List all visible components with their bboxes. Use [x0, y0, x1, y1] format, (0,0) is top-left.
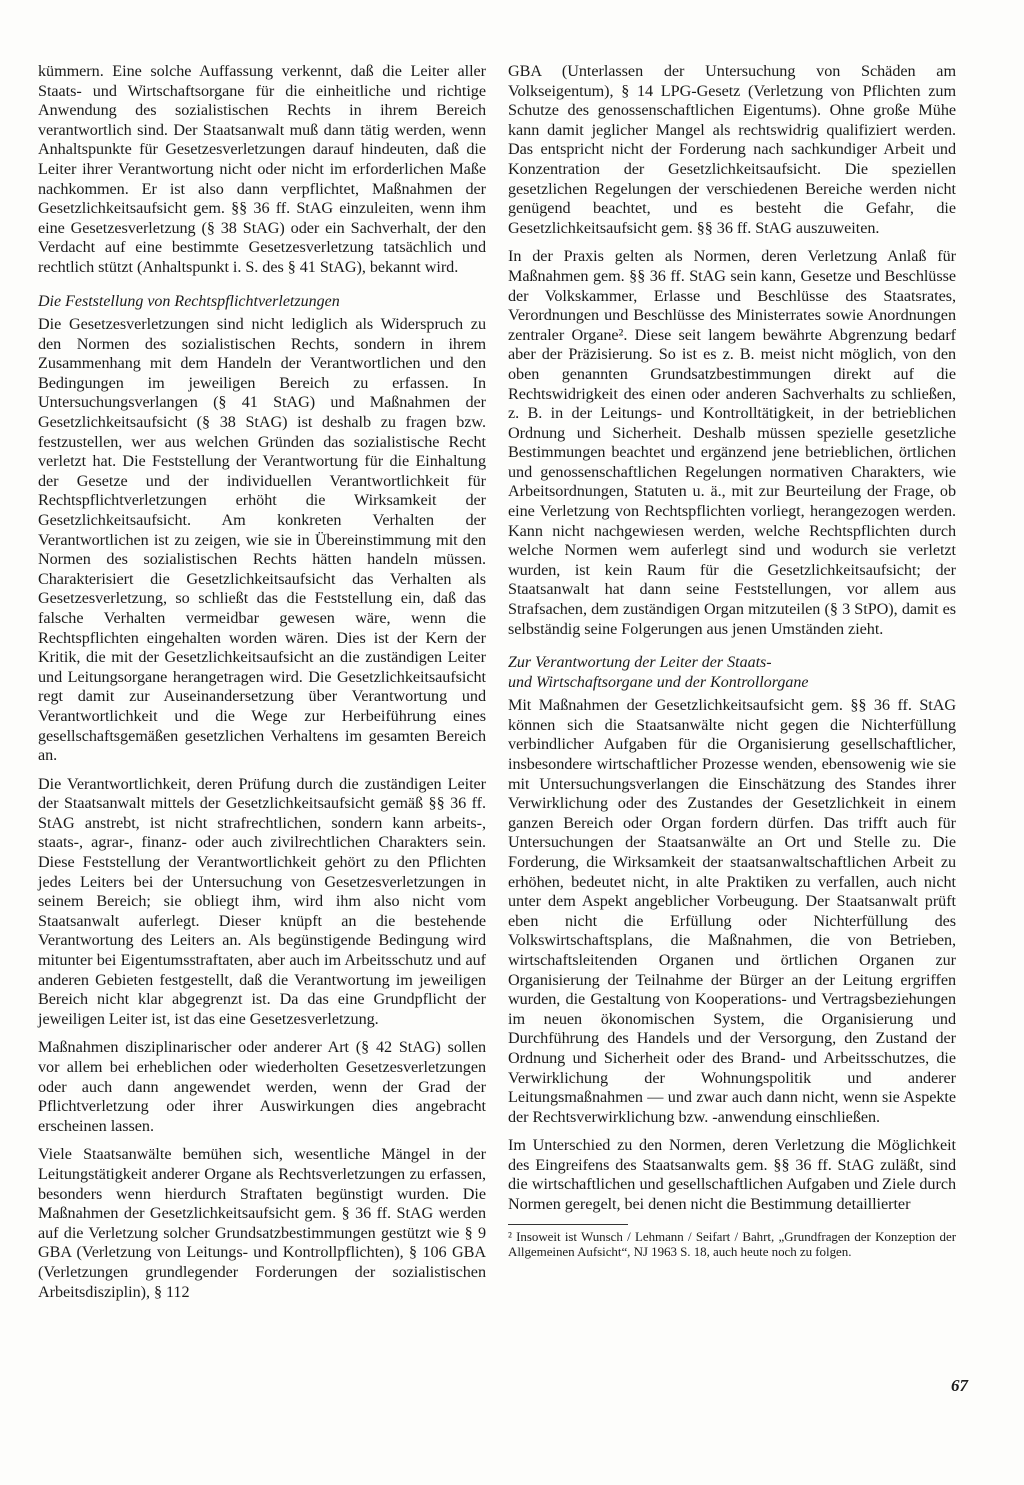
paragraph: GBA (Unterlassen der Untersuchung von Schäden am Volkseigentum), § 14 LPG-Gesetz (Verletzung von Pflichten zum Schutze des genossenschaftlichen Eigentums). Ohne große Mühe kann damit jeglicher Mangel als rechtswidrig qualifiziert werden. Das entspricht nicht der Forderung nach sachkundiger Arbeit und Konzentration der Gesetzlichkeitsaufsicht. Die speziellen gesetzlichen Regelungen der verschiedenen Bereiche werden nicht genügend beachtet, und es besteht die Gefahr, die Gesetzlichkeitsaufsicht gem. §§ 36 ff. StAG auszuweiten.: [508, 62, 956, 237]
section-heading-line: Zur Verantwortung der Leiter der Staats-: [508, 654, 772, 672]
footnote: ² Insoweit ist Wunsch / Lehmann / Seifart / Bahrt, „Grundfragen der Konzeption der Allgemeinen Aufsicht“, NJ 1963 S. 18, auch heute noch zu folgen.: [508, 1228, 956, 1260]
paragraph: Viele Staatsanwälte bemühen sich, wesentliche Mängel in der Leitungstätigkeit anderer Organe als Rechtsverletzungen zu erfassen, besonders wenn hierdurch Straftaten begünstigt wurden. Die Maßnahmen der Gesetzlichkeitsaufsicht gem. § 36 ff. StAG werden auf die Verletzung solcher Grundsatzbestimmungen gestützt wie § 9 GBA (Verletzung von Leitungs- und Kontrollpflichten), § 106 GBA (Verletzungen grundlegender Forderungen der sozialistischen Arbeitsdisziplin), § 112: [38, 1145, 486, 1301]
paragraph: Die Verantwortlichkeit, deren Prüfung durch die zuständigen Leiter der Staatsanwalt mittels der Gesetzlichkeitsaufsicht gemäß §§ 36 ff. StAG anstrebt, ist nicht strafrechtlichen, sondern kann arbeits-, staats-, agrar-, finanz- oder auch zivilrechtlichen Charakters sein. Diese Feststellung der Verantwortlichkeit gehört zu den Pflichten jedes Leiters bei der Untersuchung von Gesetzesverletzungen in seinem Bereich; sie obliegt ihm, wird ihm also nicht vom Staatsanwalt auferlegt. Dieser knüpft an die bestehende Verantwortung des Leiters an. Als begünstigende Bedingung wird mitunter bei Eigentumsstraftaten, aber auch im Arbeitsschutz und auf anderen Gebieten festgestellt, daß die Verantwortung im jeweiligen Bereich nicht klar abgegrenzt ist. Da das eine Grundpflicht der jeweiligen Leiter ist, ist das eine Gesetzesverletzung.: [38, 774, 486, 1028]
paragraph: Die Gesetzesverletzungen sind nicht lediglich als Widerspruch zu den Normen des sozialistischen Rechts, sondern in ihrem Zusammenhang mit dem Handeln der Verantwortlichen und den Bedingungen im jeweiligen Bereich zu erfassen. In Untersuchungsverlangen (§ 41 StAG) und Maßnahmen der Gesetzlichkeitsaufsicht (§ 38 StAG) ist deshalb zu fragen bzw. festzustellen, wer aus welchen Gründen das sozialistische Recht verletzt hat. Die Feststellung der Verantwortung für die Einhaltung der Gesetze und der individuellen Verantwortlichkeit für Rechtspflichtverletzungen erhöht die Wirksamkeit der Gesetzlichkeitsaufsicht. Am konkreten Verhalten der Verantwortlichen ist zu zeigen, wie sie in Übereinstimmung mit den Normen des sozialistischen Rechts hätten handeln müssen. Charakterisiert die Gesetzlichkeitsaufsicht das Verhalten als Gesetzesverletzung, so schließt das die Feststellung ein, daß das falsche Verhalten vermeidbar gewesen wäre, wenn die Rechtspflichten eingehalten worden wären. Dies ist der Kern der Kritik, die mit der Gesetzlichkeitsaufsicht an die zuständigen Leiter und Leitungsorgane herangetragen wird. Die Gesetzlichkeitsaufsicht regt damit zur Auseinandersetzung über Verantwortung und Verantwortlichkeit und die Wege zur Herbeiführung eines gesellschaftsgemäßen gesetzlichen Verhaltens im gesamten Bereich an.: [38, 315, 486, 765]
page-number: 67: [951, 1376, 968, 1395]
paragraph: In der Praxis gelten als Normen, deren Verletzung Anlaß für Maßnahmen gem. §§ 36 ff. StAG sein kann, Gesetze und Beschlüsse der Volkskammer, Erlasse und Beschlüsse des Staatsrates, Verordnungen und Beschlüsse des Ministerrates sowie Anordnungen zentraler Organe². Diese seit langem bewährte Abgrenzung bedarf aber der Präzisierung. So ist es z. B. meist nicht möglich, von den oben genannten Grundsatzbestimmungen direkt auf die Rechtswidrigkeit des einen oder anderen Sachverhalts zu schließen, z. B. in der Leitungs- und Kontrolltätigkeit, in der betrieblichen Ordnung und Sicherheit. Deshalb müssen spezielle gesetzliche Bestimmungen beachtet und ergänzend jene betrieblichen, örtlichen und genossenschaftlichen Regelungen normativen Charakters, wie Arbeitsordnungen, Statuten u. ä., mit zur Beurteilung der Frage, ob eine Verletzung von Rechtspflichten vorliegt, herangezogen werden. Kann nicht nachgewiesen werden, welche Rechtspflichten durch welche Normen wem auferlegt sind und wodurch sie verletzt wurden, ist kein Raum für die Gesetzlichkeitsaufsicht; der Staatsanwalt hat dann seine Feststellungen, vor allem aus Strafsachen, dem zuständigen Organ mitzuteilen (§ 3 StPO), damit es selbständig seine Folgerungen aus jenen Umständen zieht.: [508, 247, 956, 638]
left-column: [38, 62, 486, 1311]
section-heading-line: und Wirtschaftsorgane und der Kontrollorgane: [508, 673, 809, 691]
section-heading: Die Feststellung von Rechtspflichtverletzungen: [38, 292, 340, 310]
paragraph: kümmern. Eine solche Auffassung verkennt, daß die Leiter aller Staats- und Wirtschaftsorgane für die einheitliche und richtige Anwendung des sozialistischen Rechts in ihrem Bereich verantwortlich sind. Der Staatsanwalt muß dann tätig werden, wenn Anhaltspunkte für Gesetzesverletzungen darauf hindeuten, daß die Leiter ihrer Verantwortung nicht oder nicht im erforderlichen Maße nachkommen. Er ist also dann verpflichtet, Maßnahmen der Gesetzlichkeitsaufsicht gem. §§ 36 ff. StAG einzuleiten, wenn ihm eine Gesetzesverletzung (§ 38 StAG) oder ein Sachverhalt, der den Verdacht auf eine bestimmte Gesetzesverletzung tatsächlich und rechtlich stützt (Anhaltspunkt i. S. des § 41 StAG), bekannt wird.: [38, 62, 486, 276]
paragraph: Im Unterschied zu den Normen, deren Verletzung die Möglichkeit des Eingreifens des Staatsanwalts gem. §§ 36 ff. StAG zuläßt, sind die wirtschaftlichen und gesellschaftlichen Aufgaben und Ziele durch Normen geregelt, bei denen nicht die Bestimmung detaillierter: [508, 1136, 956, 1214]
paragraph: Maßnahmen disziplinarischer oder anderer Art (§ 42 StAG) sollen vor allem bei erheblichen oder wiederholten Gesetzesverletzungen oder auch dann angewendet werden, wenn der Grad der Pflichtverletzung oder ihrer Auswirkungen dies angebracht erscheinen lassen.: [38, 1038, 486, 1135]
section-heading: [508, 653, 956, 692]
right-column: [508, 62, 956, 1260]
footnote-divider: [508, 1224, 628, 1225]
paragraph: Mit Maßnahmen der Gesetzlichkeitsaufsicht gem. §§ 36 ff. StAG können sich die Staatsanwälte nicht gegen die Nichterfüllung verbindlicher Aufgaben für die Organisierung gesellschaftlicher, insbesondere wirtschaftlicher Prozesse wenden, ebensowenig wie sie mit Untersuchungsverlangen die Einschätzung des Standes ihrer Verwirklichung oder des Zustandes der Gesetzlichkeit in einem ganzen Bereich oder Organ fordern dürfen. Das trifft auch für Untersuchungen der Staatsanwälte an Ort und Stelle zu. Die Forderung, die Wirksamkeit der staatsanwaltschaftlichen Arbeit zu erhöhen, bedeutet nicht, in alte Praktiken zu verfallen, auch nicht unter dem Aspekt angeblicher Vorbeugung. Der Staatsanwalt prüft eben nicht die Erfüllung oder Nichterfüllung des Volkswirtschaftsplans, die Maßnahmen, die von Betrieben, wirtschaftsleitenden Organen und örtlichen Organen zur Organisierung der Teilnahme der Bürger an der Leitung ergriffen wurden, die Gestaltung von Kooperations- und Vertragsbeziehungen im neuen ökonomischen System, die Organisierung und Durchführung des Handels und der Versorgung, den Zustand der Ordnung und Sicherheit oder des Brand- und Arbeitsschutzes, die Verwirklichung der Wohnungspolitik und anderer Leitungsmaßnahmen — und zwar auch dann nicht, wenn sie Aspekte der Rechtsverwirklichung bzw. -anwendung einschließen.: [508, 696, 956, 1126]
